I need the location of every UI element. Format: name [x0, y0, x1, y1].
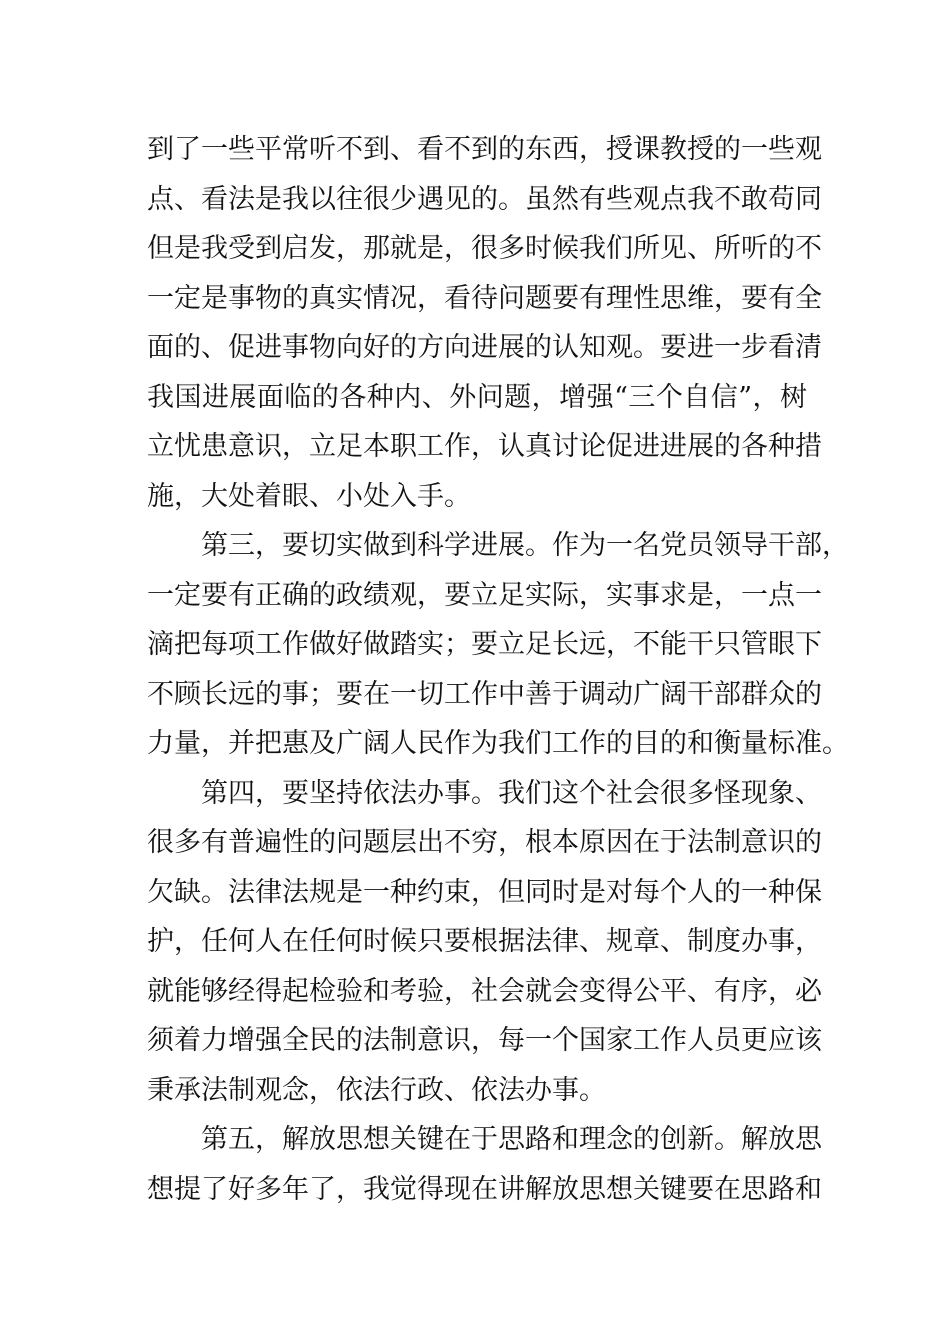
text-line: 我国进展面临的各种内、外问题，增强“三个自信”，树 [147, 381, 807, 413]
text-line: 一定要有正确的政绩观，要立足实际，实事求是，一点一 [147, 579, 822, 611]
paragraph-start-line: 第五，解放思想关键在于思路和理念的创新。解放思 [201, 1124, 822, 1155]
text-line: 一定是事物的真实情况，看待问题要有理性思维，要有全 [147, 282, 822, 314]
text-line: 到了一些平常听不到、看不到的东西，授课教授的一些观 [147, 134, 822, 165]
paragraph-start-line: 第四，要坚持依法办事。我们这个社会很多怪现象、 [201, 777, 822, 809]
text-line: 但是我受到启发，那就是，很多时候我们所见、所听的不 [147, 233, 822, 264]
text-line: 力量，并把惠及广阔人民作为我们工作的目的和衡量标准。 [147, 728, 849, 759]
text-line: 护，任何人在任何时候只要根据法律、规章、制度办事， [147, 926, 822, 957]
text-line: 秉承法制观念，依法行政、依法办事。 [147, 1074, 606, 1106]
text-line: 欠缺。法律法规是一种约束，但同时是对每个人的一种保 [147, 876, 822, 908]
text-line: 不顾长远的事；要在一切工作中善于调动广阔干部群众的 [147, 678, 822, 710]
text-line: 施，大处着眼、小处入手。 [147, 480, 471, 512]
text-line: 想提了好多年了，我觉得现在讲解放思想关键要在思路和 [147, 1173, 822, 1205]
text-line: 立忧患意识，立足本职工作，认真讨论促进进展的各种措 [147, 431, 822, 462]
text-line: 点、看法是我以往很少遇见的。虽然有些观点我不敢苟同 [147, 183, 822, 215]
text-line: 面的、促进事物向好的方向进展的认知观。要进一步看清 [147, 332, 822, 363]
body-text [147, 125, 849, 1214]
paragraph-start-line: 第三，要切实做到科学进展。作为一名党员领导干部， [201, 530, 849, 561]
text-line: 就能够经得起检验和考验，社会就会变得公平、有序，必 [147, 975, 822, 1007]
text-line: 很多有普遍性的问题层出不穷，根本原因在于法制意识的 [147, 827, 822, 858]
text-line: 须着力增强全民的法制意识，每一个国家工作人员更应该 [147, 1025, 822, 1056]
text-line: 滴把每项工作做好做踏实；要立足长远，不能干只管眼下 [147, 629, 822, 660]
